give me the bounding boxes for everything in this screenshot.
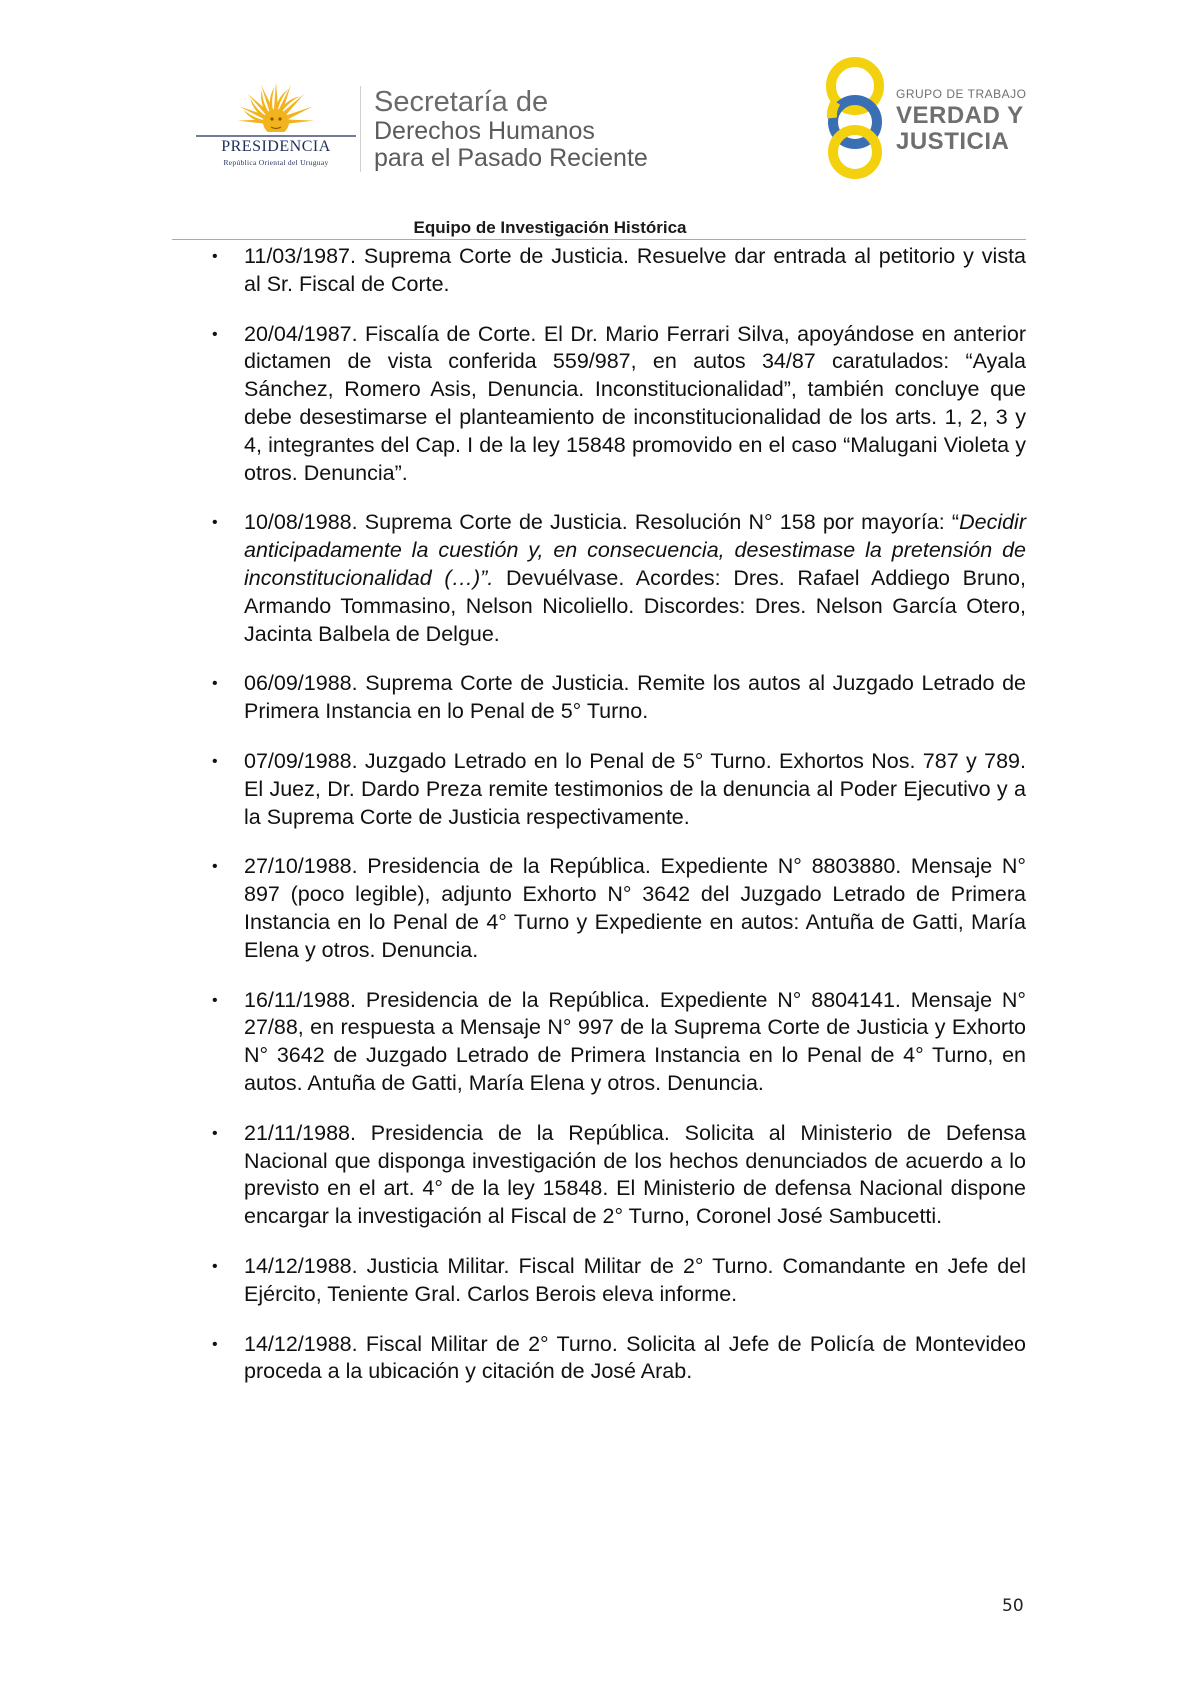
list-item	[200, 748, 1026, 831]
bullet-icon: •	[212, 248, 218, 265]
entry-text: 07/09/1988. Juzgado Letrado en lo Penal de 5° Turno. Exhortos Nos. 787 y 789. El Juez, Dr. Dardo Preza remite testimonios de la denuncia al Poder Ejecutivo y a la Suprema Corte de Justicia respectivamente.	[244, 748, 1026, 829]
grupo-trabajo-logo	[820, 56, 890, 180]
list-item	[200, 1120, 1026, 1231]
list-item	[200, 321, 1026, 488]
verdad-y-label: VERDAD Y	[896, 102, 1024, 129]
header-title: Equipo de Investigación Histórica	[413, 218, 687, 237]
grupo-trabajo-text	[896, 88, 1026, 156]
bullet-icon: •	[212, 1124, 218, 1142]
justicia-label: JUSTICIA	[896, 128, 1010, 155]
entry-text: 06/09/1988. Suprema Corte de Justicia. Remite los autos al Juzgado Letrado de Primera Instancia en lo Penal de 5° Turno.	[244, 671, 1026, 724]
bullet-icon: •	[212, 752, 218, 770]
list-item	[200, 670, 1026, 726]
sun-emblem-icon	[196, 80, 356, 140]
entry-text: 20/04/1987. Fiscalía de Corte. El Dr. Mario Ferrari Silva, apoyándose en anterior dictamen de vista conferida 559/987, en autos 34/87 caratulados: “Ayala Sánchez, Romero Asis, Denuncia. Inconstitucionalidad”, también concluye que debe desestimarse el planteamiento de inconstitucionalidad de los arts. 1, 2, 3 y 4, integrantes del Cap. I de la ley 15848 promovido en el caso “Malugani Violeta y otros. Denuncia”.	[244, 321, 1026, 485]
bullet-icon: •	[212, 675, 218, 693]
interlocked-rings-icon	[820, 56, 890, 180]
presidencia-logo	[196, 80, 356, 172]
entry-text-quote: Decidir anticipadamente la cuestión y, en consecuencia, desestimase la pretensión de inconstitucionalidad (…)”.	[244, 510, 1026, 590]
entry-text: 16/11/1988. Presidencia de la República. Expediente N° 8804141. Mensaje N° 27/88, en respuesta a Mensaje N° 997 de la Suprema Corte de Justicia y Exhorto N° 3642 de Juzgado Letrado de Primera Instancia en lo Penal de 4° Turno, en autos. Antuña de Gatti, María Elena y otros. Denuncia.	[244, 987, 1026, 1095]
bullet-icon: •	[212, 514, 218, 532]
bullet-icon: •	[212, 858, 218, 876]
secretaria-title	[374, 88, 648, 171]
presidencia-subtitle: República Oriental del Uruguay	[223, 158, 329, 167]
list-item	[200, 987, 1026, 1098]
secretaria-line-3: para el Pasado Reciente	[374, 144, 648, 172]
bullet-icon: •	[212, 1257, 218, 1275]
bullet-icon: •	[212, 1335, 218, 1353]
grupo-trabajo-label: GRUPO DE TRABAJO	[896, 87, 1027, 101]
page-number: 50	[1002, 1596, 1024, 1616]
entry-text: 14/12/1988. Fiscal Militar de 2° Turno. Solicita al Jefe de Policía de Montevideo proceda a la ubicación y citación de José Arab.	[244, 1331, 1026, 1384]
entry-text: 14/12/1988. Justicia Militar. Fiscal Militar de 2° Turno. Comandante en Jefe del Ejército, Teniente Gral. Carlos Berois eleva informe.	[244, 1253, 1026, 1306]
header-divider	[172, 239, 1026, 240]
list-item	[200, 1253, 1026, 1309]
entry-text-post: Devuélvase. Acordes: Dres. Rafael Addiego Bruno, Armando Tommasino, Nelson Nicoliello. Discordes: Dres. Nelson García Otero, Jacinta Balbela de Delgue.	[244, 565, 1026, 646]
secretaria-line-2: Derechos Humanos	[374, 117, 595, 145]
list-item	[200, 509, 1026, 648]
secretaria-line-1: Secretaría de	[374, 86, 549, 118]
presidencia-name: PRESIDENCIA	[221, 138, 331, 155]
entry-text-pre: 10/08/1988. Suprema Corte de Justicia. Resolución N° 158 por mayoría: “	[244, 510, 960, 535]
list-item	[200, 1331, 1026, 1387]
entry-text: 21/11/1988. Presidencia de la República. Solicita al Ministerio de Defensa Nacional que disponga investigación de los hechos denunciados de acuerdo a lo previsto en el art. 4° de la ley 15848. El Ministerio de defensa Nacional dispone encargar la investigación al Fiscal de 2° Turno, Coronel José Sambucetti.	[244, 1120, 1026, 1229]
bullet-icon: •	[212, 325, 218, 343]
logo-divider	[360, 86, 361, 172]
list-item	[200, 243, 1026, 299]
entry-text: 11/03/1987. Suprema Corte de Justicia. Resuelve dar entrada al petitorio y vista al Sr. Fiscal de Corte.	[244, 244, 1026, 296]
bullet-icon: •	[212, 991, 218, 1009]
entry-text: 27/10/1988. Presidencia de la República. Expediente N° 8803880. Mensaje N° 897 (poco legible), adjunto Exhorto N° 3642 del Juzgado Letrado de Primera Instancia en lo Penal de 4° Turno y Expediente en autos: Antuña de Gatti, María Elena y otros. Denuncia.	[244, 854, 1026, 962]
list-item	[200, 853, 1026, 964]
chronology-list	[200, 243, 1026, 1408]
